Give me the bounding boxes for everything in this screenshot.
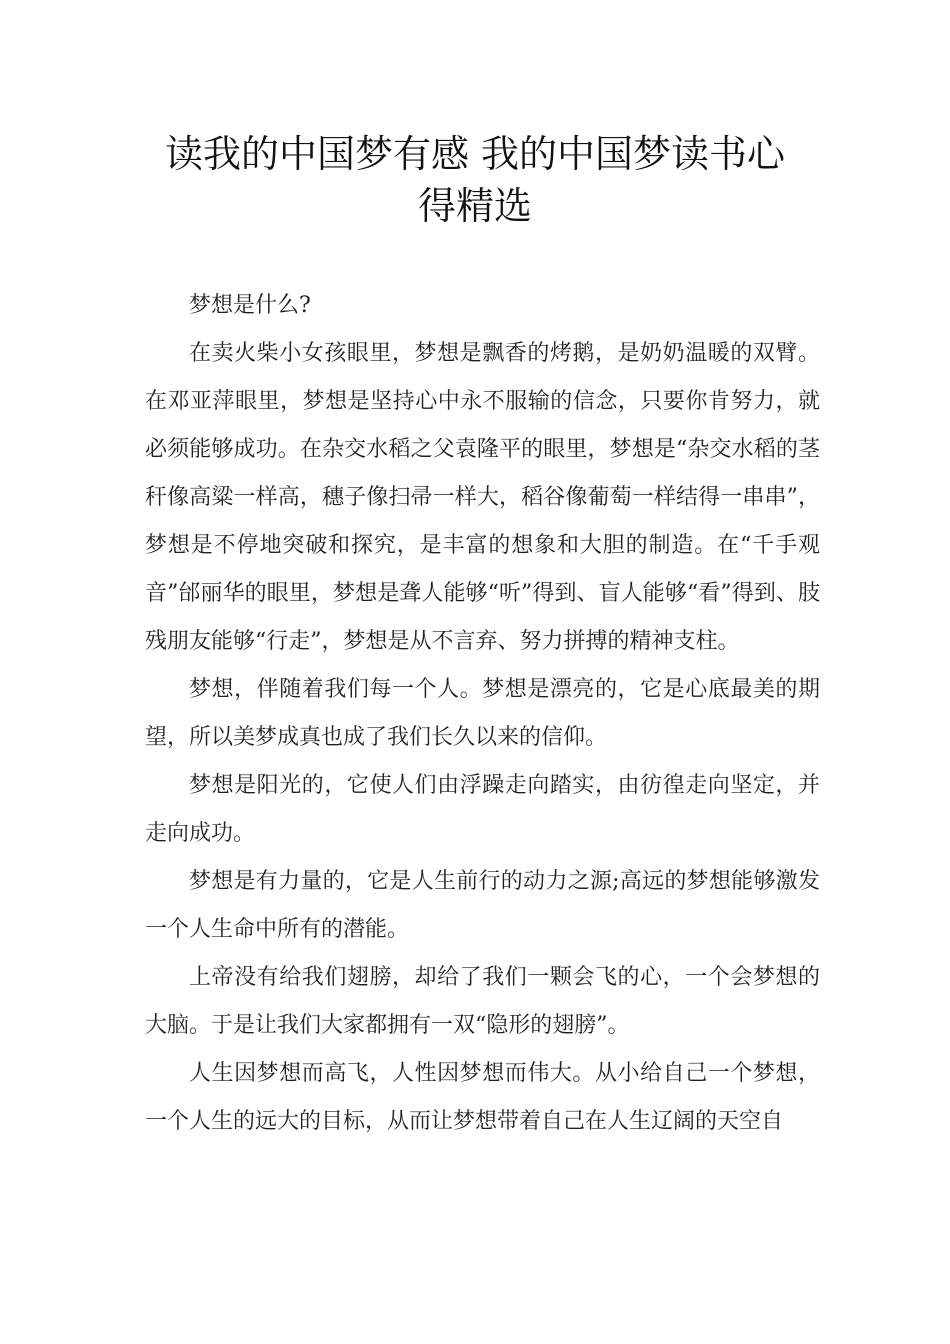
paragraph-dream-sunny: 梦想是阳光的，它使人们由浮躁走向踏实，由彷徨走向坚定，并走向成功。 (145, 773, 820, 846)
document-title (100, 128, 850, 232)
paragraph-examples: 在卖火柴小女孩眼里，梦想是飘香的烤鹅，是奶奶温暖的双臂。在邓亚萍眼里，梦想是坚持心中永不服输的信念，只要你肯努力，就必须能够成功。在杂交水稻之父袁隆平的眼里，梦想是“杂交水稻的茎秆像高粱一样高，穗子像扫帚一样大，稻谷像葡萄一样结得一串串”，梦想是不停地突破和探究，是丰富的想象和大胆的制造。在“千手观音”邰丽华的眼里，梦想是聋人能够“听”得到、盲人能够“看”得到、肢残朋友能够“行走”，梦想是从不言弃、努力拼搏的精神支柱。 (145, 341, 820, 654)
title-line-2: 得精选 (417, 184, 532, 228)
paragraph-dream-beautiful: 梦想，伴随着我们每一个人。梦想是漂亮的，它是心底最美的期望，所以美梦成真也成了我们长久以来的信仰。 (145, 677, 820, 750)
paragraph-invisible-wings: 上帝没有给我们翅膀，却给了我们一颗会飞的心，一个会梦想的大脑。于是让我们大家都拥有一双“隐形的翅膀”。 (145, 965, 820, 1038)
paragraph-dream-powerful: 梦想是有力量的，它是人生前行的动力之源;高远的梦想能够激发一个人生命中所有的潜能。 (145, 869, 820, 942)
paragraph-life-soars: 人生因梦想而高飞，人性因梦想而伟大。从小给自己一个梦想，一个人生的远大的目标，从而让梦想带着自己在人生辽阔的天空自 (145, 1061, 820, 1134)
document-body (145, 282, 820, 1146)
paragraph-question: 梦想是什么? (189, 293, 311, 318)
title-line-1: 读我的中国梦有感 我的中国梦读书心 (164, 132, 786, 176)
